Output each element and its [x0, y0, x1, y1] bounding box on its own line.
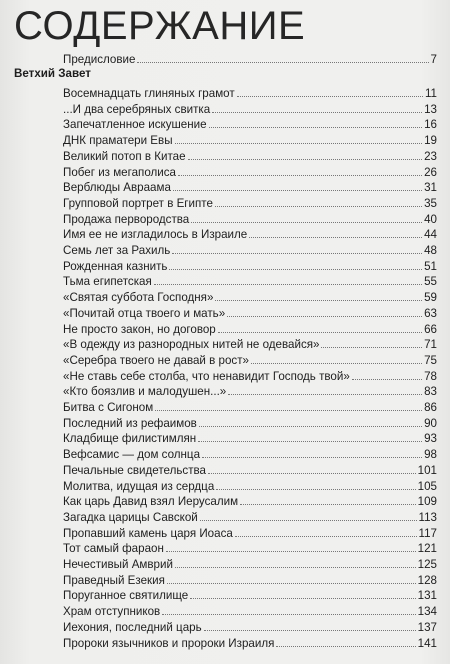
- dot-leader: [198, 440, 422, 442]
- dot-leader: [166, 550, 416, 552]
- toc-entry: [63, 257, 437, 273]
- dot-leader: [209, 126, 423, 128]
- dot-leader: [212, 111, 422, 113]
- toc-entry-page: 44: [424, 228, 437, 242]
- toc-entry: [63, 445, 437, 461]
- toc-entry-title: Групповой портрет в Египте: [63, 196, 213, 210]
- toc-entry-title: Иехония, последний царь: [63, 620, 202, 634]
- toc-entry-title: «В одежду из разнородных нитей не одевайся»: [63, 338, 320, 352]
- toc-entry: [63, 414, 437, 430]
- toc-entry-page: 35: [424, 196, 437, 210]
- dot-leader: [321, 346, 422, 348]
- toc-entry: [63, 555, 437, 571]
- toc-entry: [63, 288, 437, 304]
- dot-leader: [190, 597, 415, 599]
- dot-leader: [169, 268, 422, 270]
- dot-leader: [352, 378, 422, 380]
- toc-entry-preface: [63, 50, 437, 66]
- dot-leader: [215, 299, 422, 301]
- toc-entry-page: 16: [424, 118, 437, 132]
- dot-leader: [208, 472, 416, 474]
- dot-leader: [216, 488, 415, 490]
- dot-leader: [154, 283, 422, 285]
- toc-entry-title: Рожденная казнить: [63, 259, 168, 273]
- dot-leader: [235, 535, 417, 537]
- toc-entry: [63, 571, 437, 587]
- toc-entry-page: 93: [424, 432, 437, 446]
- dot-leader: [175, 566, 416, 568]
- dot-leader: [202, 456, 422, 458]
- toc-entry-title: Великий потоп в Китае: [63, 149, 186, 163]
- toc-entry-title: Молитва, идущая из сердца: [63, 479, 215, 493]
- toc-entry: [63, 586, 437, 602]
- toc-entry: [63, 508, 437, 524]
- toc-entry-page: 128: [417, 573, 437, 587]
- dot-leader: [155, 409, 422, 411]
- toc-entry-title: Пророки язычников и пророки Израиля: [63, 636, 275, 650]
- toc-entry: [63, 194, 437, 210]
- toc-entry-title: Восемнадцать глиняных грамот: [63, 87, 235, 100]
- dot-leader: [178, 174, 422, 176]
- toc-entry-title: Печальные свидетельства: [63, 463, 206, 477]
- toc-entry: [63, 461, 437, 477]
- dot-leader: [227, 315, 422, 317]
- dot-leader: [162, 613, 415, 615]
- toc-entry-title: Не просто закон, но договор: [63, 322, 216, 336]
- toc-entry-page: 13: [424, 102, 437, 116]
- toc-entry-page: 40: [424, 212, 437, 226]
- toc-entry: [63, 429, 437, 445]
- dot-leader: [240, 503, 416, 505]
- dot-leader: [249, 236, 422, 238]
- toc-entry-title: Имя ее не изгладилось в Израиле: [63, 228, 248, 242]
- toc-entry: [63, 304, 437, 320]
- toc-entry-page: 55: [424, 275, 437, 289]
- dot-leader: [215, 205, 422, 207]
- toc-entry-page: 26: [424, 165, 437, 179]
- toc-entry-page: 134: [417, 605, 437, 619]
- toc-entry: [63, 367, 437, 383]
- toc-entry-title: Запечатленное искушение: [63, 118, 207, 132]
- toc-entry-title: Тьма египетская: [63, 275, 152, 289]
- toc-entry: [63, 241, 437, 257]
- toc-entry-page: 7: [430, 53, 437, 66]
- dot-leader: [167, 582, 416, 584]
- toc-entry-page: 71: [424, 338, 437, 352]
- dot-leader: [237, 95, 423, 97]
- toc-entry-title: Как царь Давид взял Иерусалим: [63, 495, 239, 509]
- dot-leader: [172, 252, 422, 254]
- toc-entry: [63, 602, 437, 618]
- toc-entry-page: 11: [424, 87, 437, 100]
- toc-entry-title: Пропавший камень царя Иоаса: [63, 526, 233, 540]
- toc-entry-title: Битва с Сигоном: [63, 401, 154, 414]
- toc-entry: [63, 539, 437, 555]
- toc-entry-title: Семь лет за Рахиль: [63, 244, 171, 257]
- toc-entry: [63, 382, 437, 398]
- toc-entry: [63, 100, 437, 116]
- toc-entry-page: 141: [417, 636, 437, 650]
- toc-entry-page: 125: [417, 558, 437, 571]
- toc-entry-page: 137: [417, 620, 437, 634]
- toc-entry-title: Нечестивый Амврий: [63, 558, 173, 571]
- dot-leader: [228, 393, 422, 395]
- toc-entry-page: 113: [418, 510, 437, 524]
- toc-entry-page: 121: [417, 542, 437, 556]
- toc-entry-page: 63: [424, 306, 437, 320]
- page-title: СОДЕРЖАНИЕ: [14, 4, 306, 48]
- toc-entry: [63, 147, 437, 163]
- toc-entry-title: «Почитай отца твоего и мать»: [63, 306, 226, 320]
- dot-leader: [204, 629, 416, 631]
- toc-entry-title: Поруганное святилище: [63, 589, 189, 603]
- toc-entry-page: 90: [424, 416, 437, 430]
- toc-entry-title: Храм отступников: [63, 605, 161, 619]
- toc-entry-title: Последний из рефаимов: [63, 416, 197, 430]
- toc-entry-page: 109: [417, 495, 437, 509]
- dot-leader: [191, 221, 422, 223]
- toc-entry-page: 23: [424, 149, 437, 163]
- toc-entry: [63, 335, 437, 351]
- toc-entry: [63, 634, 437, 650]
- dot-leader: [137, 61, 428, 63]
- toc-entry-title: Побег из мегаполиса: [63, 165, 176, 179]
- dot-leader: [276, 645, 415, 647]
- toc-entry: [63, 272, 437, 288]
- toc-entry-title: Предисловие: [63, 53, 136, 66]
- toc-entry-page: 78: [424, 369, 437, 383]
- toc-entry-title: Вефсамис — дом солнца: [63, 448, 201, 462]
- toc-entry: [63, 320, 437, 336]
- toc-entry-title: ...И два серебряных свитка: [63, 102, 211, 116]
- toc-entry-title: Продажа первородства: [63, 212, 190, 226]
- dot-leader: [173, 189, 422, 191]
- toc-entry: [63, 178, 437, 194]
- toc-entry: [63, 115, 437, 131]
- toc-entry-page: 83: [424, 385, 437, 399]
- toc-entry: [63, 618, 437, 634]
- dot-leader: [200, 519, 417, 521]
- dot-leader: [218, 331, 422, 333]
- toc-entry-page: 75: [424, 353, 437, 367]
- toc-entry-page: 101: [417, 463, 437, 477]
- toc-entry-title: «Кто боязлив и малодушен...»: [63, 385, 227, 399]
- dot-leader: [175, 142, 423, 144]
- toc-entry: [63, 131, 437, 147]
- toc-entry: [63, 351, 437, 367]
- toc-entry-title: Верблюды Авраама: [63, 181, 171, 195]
- toc-entry-page: 86: [424, 401, 437, 414]
- toc-entry-page: 117: [418, 526, 437, 540]
- toc-entry: [63, 398, 437, 414]
- toc-entry-title: «Святая суббота Господня»: [63, 291, 214, 305]
- toc-entry: [63, 163, 437, 179]
- toc-entry-title: Тот самый фараон: [63, 542, 164, 556]
- toc-entry: [63, 225, 437, 241]
- toc-entry-page: 105: [417, 479, 437, 493]
- toc-entry-title: Кладбище филистимлян: [63, 432, 197, 446]
- toc-entry: [63, 210, 437, 226]
- dot-leader: [199, 425, 422, 427]
- toc-entry-page: 98: [424, 448, 437, 462]
- toc-entry: [63, 492, 437, 508]
- toc-entry-page: 31: [424, 181, 437, 195]
- toc-entry-page: 66: [424, 322, 437, 336]
- toc-entry-title: ДНК праматери Евы: [63, 134, 173, 148]
- toc-entry-page: 131: [417, 589, 437, 603]
- toc-entry: [63, 477, 437, 493]
- toc-entry-page: 59: [424, 291, 437, 305]
- dot-leader: [251, 362, 422, 364]
- toc-entry-title: Загадка царицы Савской: [63, 510, 198, 524]
- toc-entry-page: 51: [424, 259, 437, 273]
- toc-entry: [63, 84, 437, 100]
- toc-entry-title: «Серебра твоего не давай в рост»: [63, 353, 249, 367]
- section-heading: Ветхий Завет: [14, 67, 91, 80]
- toc-entry-title: Праведный Езекия: [63, 573, 165, 587]
- toc-entry-page: 19: [424, 134, 437, 148]
- dot-leader: [188, 158, 423, 160]
- toc-entry: [63, 524, 437, 540]
- toc-entry-page: 48: [424, 244, 437, 257]
- toc-entry-title: «Не ставь себе столба, что ненавидит Господь твой»: [63, 369, 350, 383]
